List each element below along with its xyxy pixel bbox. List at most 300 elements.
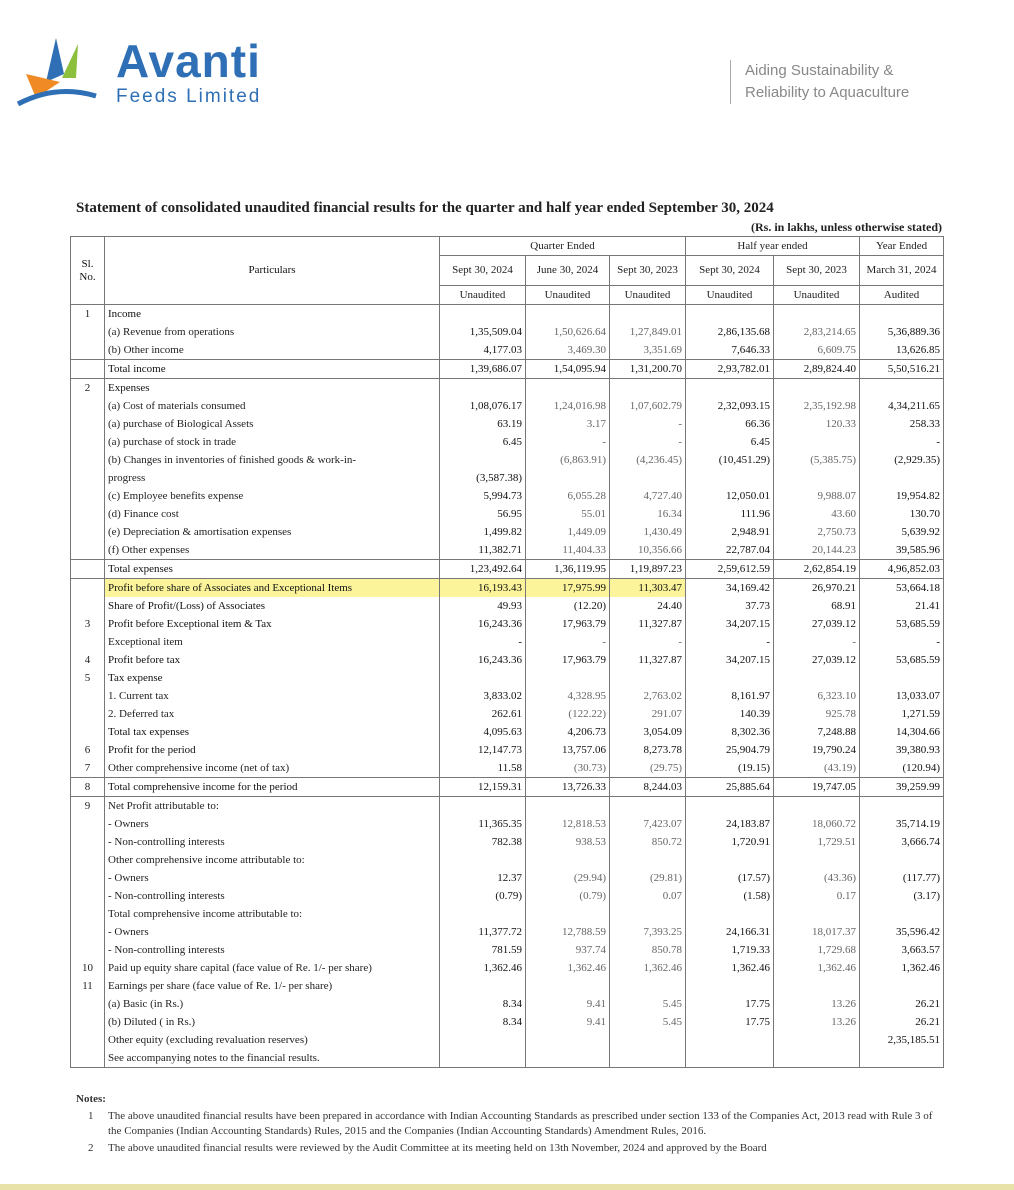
table-row xyxy=(71,687,944,705)
value-cell xyxy=(686,977,774,995)
value-cell: 782.38 xyxy=(440,833,526,851)
audit-status: Unaudited xyxy=(526,286,610,305)
page-bottom-edge xyxy=(0,1184,1014,1190)
value-cell: 11,377.72 xyxy=(440,923,526,941)
serial-number xyxy=(71,1013,105,1031)
value-cell xyxy=(686,905,774,923)
table-row xyxy=(71,651,944,669)
value-cell: 1,430.49 xyxy=(610,523,686,541)
value-cell xyxy=(440,451,526,469)
value-cell: 4,34,211.65 xyxy=(860,397,944,415)
serial-number xyxy=(71,579,105,598)
table-row xyxy=(71,1049,944,1068)
particulars-cell: (a) purchase of stock in trade xyxy=(105,433,440,451)
value-cell: 3,351.69 xyxy=(610,341,686,360)
particulars-cell: - Non-controlling interests xyxy=(105,833,440,851)
value-cell xyxy=(686,1031,774,1049)
value-cell: 1,362.46 xyxy=(610,959,686,977)
value-cell xyxy=(686,469,774,487)
value-cell: 1,271.59 xyxy=(860,705,944,723)
value-cell: (12.20) xyxy=(526,597,610,615)
value-cell: 13,033.07 xyxy=(860,687,944,705)
value-cell: 8,273.78 xyxy=(610,741,686,759)
value-cell: 4,727.40 xyxy=(610,487,686,505)
value-cell: 13,626.85 xyxy=(860,341,944,360)
value-cell xyxy=(860,305,944,324)
brand-subtitle: Feeds Limited xyxy=(116,86,262,107)
serial-number xyxy=(71,433,105,451)
value-cell: 53,685.59 xyxy=(860,615,944,633)
value-cell xyxy=(440,905,526,923)
note-number: 1 xyxy=(88,1110,94,1122)
serial-number xyxy=(71,451,105,469)
serial-number xyxy=(71,923,105,941)
table-row xyxy=(71,833,944,851)
serial-number: 6 xyxy=(71,741,105,759)
value-cell: 11,303.47 xyxy=(610,579,686,598)
tagline-line-2: Reliability to Aquaculture xyxy=(745,84,910,101)
value-cell: 10,356.66 xyxy=(610,541,686,560)
value-cell xyxy=(526,669,610,687)
serial-number: 3 xyxy=(71,615,105,633)
value-cell: 6,609.75 xyxy=(774,341,860,360)
value-cell xyxy=(610,1031,686,1049)
value-cell: 1,719.33 xyxy=(686,941,774,959)
value-cell: - xyxy=(860,633,944,651)
value-cell: 13,726.33 xyxy=(526,778,610,797)
value-cell: 11.58 xyxy=(440,759,526,778)
value-cell: 24.40 xyxy=(610,597,686,615)
value-cell xyxy=(610,797,686,816)
value-cell: 17.75 xyxy=(686,995,774,1013)
value-cell: 1,362.46 xyxy=(860,959,944,977)
particulars-cell: Profit before tax xyxy=(105,651,440,669)
serial-number xyxy=(71,523,105,541)
particulars-cell: Earnings per share (face value of Re. 1/- per share) xyxy=(105,977,440,995)
value-cell xyxy=(440,379,526,398)
table-row xyxy=(71,360,944,379)
value-cell: (17.57) xyxy=(686,869,774,887)
particulars-cell: - Non-controlling interests xyxy=(105,887,440,905)
particulars-cell: Total expenses xyxy=(105,560,440,579)
particulars-cell: (b) Changes in inventories of finished goods & work-in- xyxy=(105,451,440,469)
value-cell: 20,144.23 xyxy=(774,541,860,560)
col-header: June 30, 2024 xyxy=(526,256,610,286)
value-cell: 34,169.42 xyxy=(686,579,774,598)
notes-heading: Notes: xyxy=(76,1093,106,1105)
value-cell: 2,35,192.98 xyxy=(774,397,860,415)
financial-results-table xyxy=(70,236,944,1068)
table-row xyxy=(71,887,944,905)
particulars-cell: (e) Depreciation & amortisation expenses xyxy=(105,523,440,541)
value-cell: (1.58) xyxy=(686,887,774,905)
col-header: Sept 30, 2024 xyxy=(686,256,774,286)
table-row xyxy=(71,505,944,523)
value-cell xyxy=(860,797,944,816)
value-cell: 17,963.79 xyxy=(526,651,610,669)
value-cell xyxy=(440,1049,526,1068)
value-cell: 8.34 xyxy=(440,1013,526,1031)
value-cell: 2,93,782.01 xyxy=(686,360,774,379)
particulars-cell: Income xyxy=(105,305,440,324)
value-cell: 120.33 xyxy=(774,415,860,433)
particulars-cell: Total comprehensive income attributable to: xyxy=(105,905,440,923)
value-cell: 4,328.95 xyxy=(526,687,610,705)
value-cell: 1,499.82 xyxy=(440,523,526,541)
value-cell: 24,183.87 xyxy=(686,815,774,833)
serial-number xyxy=(71,815,105,833)
particulars-header: Particulars xyxy=(105,237,440,305)
value-cell: - xyxy=(860,433,944,451)
value-cell: 937.74 xyxy=(526,941,610,959)
value-cell xyxy=(686,305,774,324)
value-cell xyxy=(860,977,944,995)
value-cell: 1,362.46 xyxy=(686,959,774,977)
value-cell: 66.36 xyxy=(686,415,774,433)
particulars-cell: Profit before share of Associates and Exceptional Items xyxy=(105,579,440,598)
value-cell: 9.41 xyxy=(526,995,610,1013)
table-row xyxy=(71,560,944,579)
value-cell: (0.79) xyxy=(526,887,610,905)
value-cell: 781.59 xyxy=(440,941,526,959)
table-row xyxy=(71,923,944,941)
particulars-cell: (a) Basic (in Rs.) xyxy=(105,995,440,1013)
value-cell: 5.45 xyxy=(610,1013,686,1031)
value-cell: 27,039.12 xyxy=(774,651,860,669)
value-cell: 34,207.15 xyxy=(686,615,774,633)
value-cell: 11,365.35 xyxy=(440,815,526,833)
value-cell: 2,62,854.19 xyxy=(774,560,860,579)
quarter-ended-header: Quarter Ended xyxy=(440,237,686,256)
particulars-cell: 1. Current tax xyxy=(105,687,440,705)
serial-number xyxy=(71,341,105,360)
value-cell xyxy=(860,851,944,869)
value-cell xyxy=(610,469,686,487)
value-cell: 11,382.71 xyxy=(440,541,526,560)
value-cell: 5,994.73 xyxy=(440,487,526,505)
table-row xyxy=(71,433,944,451)
serial-number xyxy=(71,1031,105,1049)
value-cell xyxy=(526,469,610,487)
particulars-cell: Net Profit attributable to: xyxy=(105,797,440,816)
value-cell xyxy=(774,433,860,451)
col-header: Sept 30, 2023 xyxy=(610,256,686,286)
value-cell: 4,095.63 xyxy=(440,723,526,741)
value-cell xyxy=(774,797,860,816)
value-cell: 6,323.10 xyxy=(774,687,860,705)
value-cell: 12,147.73 xyxy=(440,741,526,759)
serial-number xyxy=(71,633,105,651)
serial-number xyxy=(71,995,105,1013)
value-cell: 1,07,602.79 xyxy=(610,397,686,415)
note-text: The above unaudited financial results have been prepared in accordance with Indian Accounting Standards as prescribed under section 133 of the Companies Act, 2013 read with Rule 3 of the Companies (Indian Accounting Standards) Rules, 2015 and the Companies (Indian Accounting Standards) Amendment Rules, 2016. xyxy=(108,1110,933,1137)
value-cell: 3,663.57 xyxy=(860,941,944,959)
value-cell: 14,304.66 xyxy=(860,723,944,741)
particulars-cell: Total tax expenses xyxy=(105,723,440,741)
table-row xyxy=(71,815,944,833)
table-row xyxy=(71,941,944,959)
value-cell: 5.45 xyxy=(610,995,686,1013)
particulars-cell: - Non-controlling interests xyxy=(105,941,440,959)
value-cell: (30.73) xyxy=(526,759,610,778)
table-row xyxy=(71,797,944,816)
sl-no-header: Sl. No. xyxy=(71,237,105,305)
half-year-header: Half year ended xyxy=(686,237,860,256)
value-cell: 27,039.12 xyxy=(774,615,860,633)
value-cell: 34,207.15 xyxy=(686,651,774,669)
particulars-cell: Total comprehensive income for the period xyxy=(105,778,440,797)
value-cell: 1,36,119.95 xyxy=(526,560,610,579)
value-cell: 4,96,852.03 xyxy=(860,560,944,579)
value-cell: 9,988.07 xyxy=(774,487,860,505)
table-row xyxy=(71,541,944,560)
value-cell: (29.94) xyxy=(526,869,610,887)
value-cell: 12,818.53 xyxy=(526,815,610,833)
value-cell: 258.33 xyxy=(860,415,944,433)
value-cell: 4,206.73 xyxy=(526,723,610,741)
tagline-line-1: Aiding Sustainability & xyxy=(745,62,894,79)
value-cell: 1,362.46 xyxy=(774,959,860,977)
serial-number xyxy=(71,469,105,487)
value-cell: 9.41 xyxy=(526,1013,610,1031)
value-cell: (5,385.75) xyxy=(774,451,860,469)
value-cell: - xyxy=(440,633,526,651)
value-cell: (29.81) xyxy=(610,869,686,887)
value-cell: 1,362.46 xyxy=(440,959,526,977)
particulars-cell: Profit for the period xyxy=(105,741,440,759)
table-row xyxy=(71,723,944,741)
value-cell: 12.37 xyxy=(440,869,526,887)
particulars-cell: Total income xyxy=(105,360,440,379)
value-cell xyxy=(860,469,944,487)
statement-title: Statement of consolidated unaudited financial results for the quarter and half year ended September 30, 2024 xyxy=(76,200,774,216)
value-cell: 53,685.59 xyxy=(860,651,944,669)
value-cell: - xyxy=(610,415,686,433)
table-row xyxy=(71,759,944,778)
value-cell: 5,50,516.21 xyxy=(860,360,944,379)
particulars-cell: Paid up equity share capital (face value of Re. 1/- per share) xyxy=(105,959,440,977)
value-cell: 7,393.25 xyxy=(610,923,686,941)
value-cell: 925.78 xyxy=(774,705,860,723)
value-cell xyxy=(686,379,774,398)
particulars-cell: Profit before Exceptional item & Tax xyxy=(105,615,440,633)
brand-name: Avanti xyxy=(116,35,261,87)
value-cell: 1,50,626.64 xyxy=(526,323,610,341)
value-cell: 130.70 xyxy=(860,505,944,523)
table-row xyxy=(71,741,944,759)
value-cell: 2,948.91 xyxy=(686,523,774,541)
serial-number xyxy=(71,397,105,415)
serial-number: 1 xyxy=(71,305,105,324)
value-cell: 13.26 xyxy=(774,995,860,1013)
serial-number xyxy=(71,851,105,869)
value-cell: 19,747.05 xyxy=(774,778,860,797)
value-cell: 850.72 xyxy=(610,833,686,851)
value-cell: 39,380.93 xyxy=(860,741,944,759)
company-logo xyxy=(16,30,276,110)
value-cell: 49.93 xyxy=(440,597,526,615)
value-cell: 39,259.99 xyxy=(860,778,944,797)
value-cell: 8.34 xyxy=(440,995,526,1013)
serial-number: 8 xyxy=(71,778,105,797)
table-row xyxy=(71,523,944,541)
particulars-cell: - Owners xyxy=(105,923,440,941)
value-cell: 17.75 xyxy=(686,1013,774,1031)
value-cell: 2,59,612.59 xyxy=(686,560,774,579)
serial-number xyxy=(71,905,105,923)
value-cell: 11,327.87 xyxy=(610,615,686,633)
serial-number xyxy=(71,560,105,579)
value-cell xyxy=(686,1049,774,1068)
table-row xyxy=(71,615,944,633)
value-cell: 1,720.91 xyxy=(686,833,774,851)
table-row xyxy=(71,905,944,923)
value-cell xyxy=(610,977,686,995)
serial-number xyxy=(71,360,105,379)
particulars-cell: (f) Other expenses xyxy=(105,541,440,560)
value-cell: 35,596.42 xyxy=(860,923,944,941)
value-cell: (117.77) xyxy=(860,869,944,887)
particulars-cell: Other comprehensive income attributable to: xyxy=(105,851,440,869)
serial-number xyxy=(71,687,105,705)
value-cell xyxy=(526,379,610,398)
value-cell: 1,729.51 xyxy=(774,833,860,851)
particulars-cell: 2. Deferred tax xyxy=(105,705,440,723)
value-cell: 16.34 xyxy=(610,505,686,523)
value-cell: 39,585.96 xyxy=(860,541,944,560)
value-cell xyxy=(774,977,860,995)
particulars-cell: (d) Finance cost xyxy=(105,505,440,523)
value-cell: - xyxy=(610,433,686,451)
value-cell: 18,017.37 xyxy=(774,923,860,941)
value-cell: 56.95 xyxy=(440,505,526,523)
value-cell: 111.96 xyxy=(686,505,774,523)
serial-number: 9 xyxy=(71,797,105,816)
value-cell: 12,159.31 xyxy=(440,778,526,797)
company-tagline xyxy=(730,60,909,104)
value-cell xyxy=(774,379,860,398)
value-cell: 24,166.31 xyxy=(686,923,774,941)
serial-number: 4 xyxy=(71,651,105,669)
value-cell: 53,664.18 xyxy=(860,579,944,598)
particulars-cell: (a) Revenue from operations xyxy=(105,323,440,341)
value-cell: (29.75) xyxy=(610,759,686,778)
table-row xyxy=(71,487,944,505)
value-cell: 1,27,849.01 xyxy=(610,323,686,341)
value-cell: 26.21 xyxy=(860,995,944,1013)
value-cell xyxy=(686,797,774,816)
value-cell: 5,36,889.36 xyxy=(860,323,944,341)
serial-number xyxy=(71,705,105,723)
value-cell: 0.17 xyxy=(774,887,860,905)
value-cell: 22,787.04 xyxy=(686,541,774,560)
value-cell: - xyxy=(686,633,774,651)
note-text: The above unaudited financial results were reviewed by the Audit Committee at its meeting held on 13th November, 2024 and approved by the Board xyxy=(108,1142,767,1154)
value-cell: 8,244.03 xyxy=(610,778,686,797)
particulars-cell: (b) Diluted ( in Rs.) xyxy=(105,1013,440,1031)
value-cell: 13.26 xyxy=(774,1013,860,1031)
note-item xyxy=(76,1109,936,1139)
particulars-cell: Exceptional item xyxy=(105,633,440,651)
table-row xyxy=(71,669,944,687)
serial-number xyxy=(71,1049,105,1068)
serial-number: 11 xyxy=(71,977,105,995)
value-cell: 12,050.01 xyxy=(686,487,774,505)
audit-status: Unaudited xyxy=(774,286,860,305)
value-cell: (122.22) xyxy=(526,705,610,723)
value-cell xyxy=(610,851,686,869)
particulars-cell: - Owners xyxy=(105,869,440,887)
value-cell xyxy=(526,1049,610,1068)
note-item xyxy=(76,1141,936,1156)
particulars-cell: See accompanying notes to the financial results. xyxy=(105,1049,440,1068)
value-cell: 1,35,509.04 xyxy=(440,323,526,341)
value-cell: (43.19) xyxy=(774,759,860,778)
serial-number xyxy=(71,505,105,523)
value-cell xyxy=(860,379,944,398)
particulars-cell: Other comprehensive income (net of tax) xyxy=(105,759,440,778)
value-cell: (4,236.45) xyxy=(610,451,686,469)
note-number: 2 xyxy=(88,1142,94,1154)
value-cell xyxy=(774,305,860,324)
value-cell: 2,89,824.40 xyxy=(774,360,860,379)
table-row xyxy=(71,1013,944,1031)
value-cell: - xyxy=(526,433,610,451)
value-cell xyxy=(440,1031,526,1049)
value-cell: 11,404.33 xyxy=(526,541,610,560)
value-cell xyxy=(440,797,526,816)
value-cell: 1,54,095.94 xyxy=(526,360,610,379)
audit-status: Audited xyxy=(860,286,944,305)
value-cell: 18,060.72 xyxy=(774,815,860,833)
value-cell: (43.36) xyxy=(774,869,860,887)
serial-number xyxy=(71,941,105,959)
value-cell: (0.79) xyxy=(440,887,526,905)
value-cell: 1,39,686.07 xyxy=(440,360,526,379)
particulars-cell: Share of Profit/(Loss) of Associates xyxy=(105,597,440,615)
value-cell: 19,954.82 xyxy=(860,487,944,505)
value-cell xyxy=(440,851,526,869)
table-row xyxy=(71,323,944,341)
value-cell: 291.07 xyxy=(610,705,686,723)
value-cell: 2,32,093.15 xyxy=(686,397,774,415)
value-cell: 19,790.24 xyxy=(774,741,860,759)
value-cell: 55.01 xyxy=(526,505,610,523)
value-cell: 140.39 xyxy=(686,705,774,723)
value-cell: (120.94) xyxy=(860,759,944,778)
table-row xyxy=(71,977,944,995)
particulars-cell: progress xyxy=(105,469,440,487)
value-cell: 2,83,214.65 xyxy=(774,323,860,341)
value-cell: 11,327.87 xyxy=(610,651,686,669)
value-cell xyxy=(860,905,944,923)
value-cell: 13,757.06 xyxy=(526,741,610,759)
value-cell: (19.15) xyxy=(686,759,774,778)
value-cell: 12,788.59 xyxy=(526,923,610,941)
value-cell xyxy=(774,1031,860,1049)
value-cell: 5,639.92 xyxy=(860,523,944,541)
value-cell: 6,055.28 xyxy=(526,487,610,505)
value-cell: 1,19,897.23 xyxy=(610,560,686,579)
value-cell: 17,963.79 xyxy=(526,615,610,633)
value-cell: 1,24,016.98 xyxy=(526,397,610,415)
value-cell: 7,423.07 xyxy=(610,815,686,833)
value-cell xyxy=(526,977,610,995)
table-row xyxy=(71,469,944,487)
serial-number xyxy=(71,887,105,905)
value-cell xyxy=(774,851,860,869)
value-cell: 3,666.74 xyxy=(860,833,944,851)
